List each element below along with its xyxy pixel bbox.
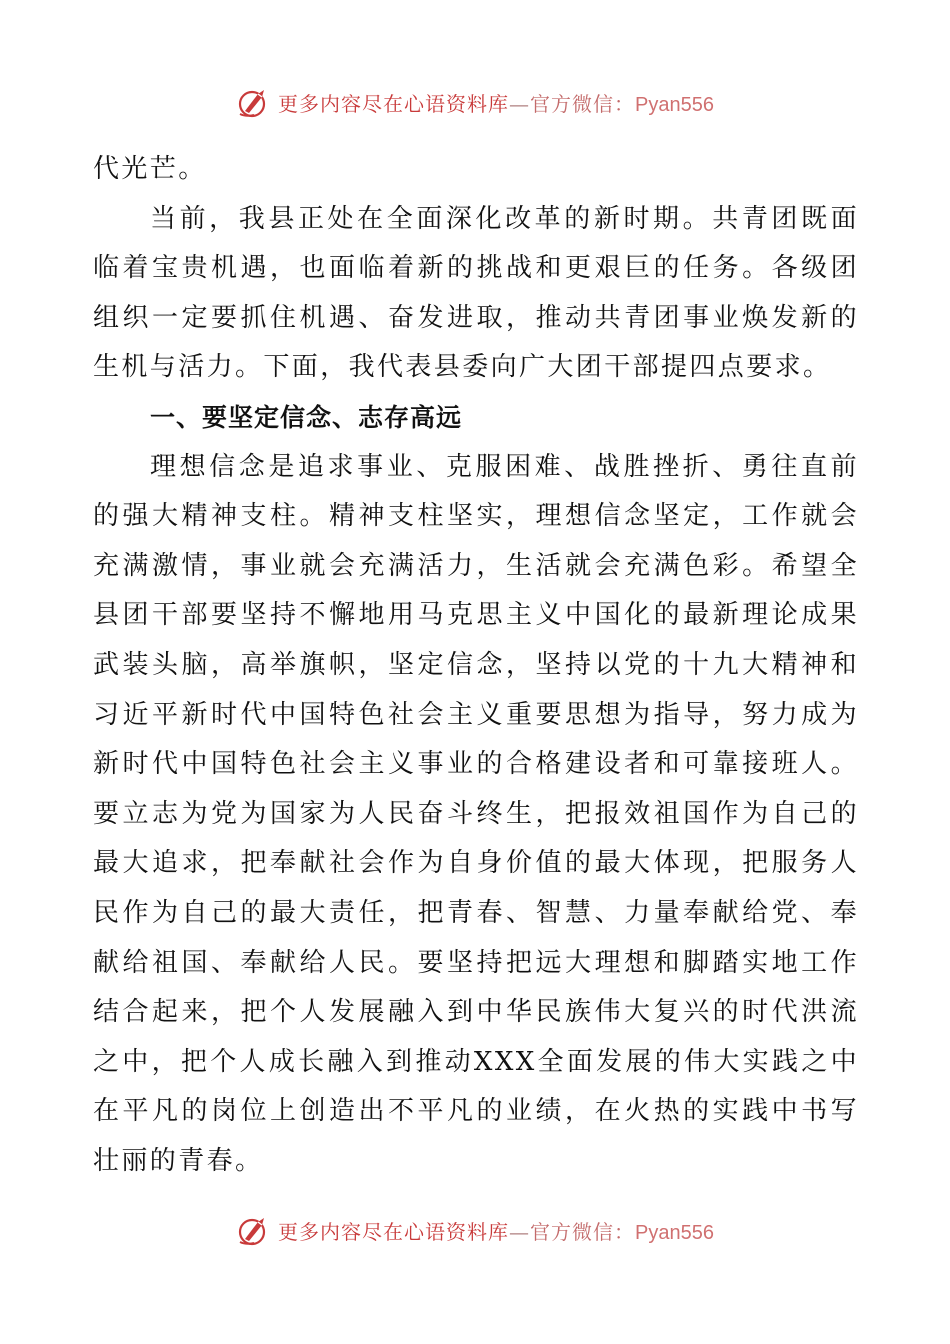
pen-nib-logo-icon (236, 1212, 272, 1248)
paragraph-section-1: 理想信念是追求事业、克服困难、战胜挫折、勇往直前的强大精神支柱。精神支柱坚实，理想信念坚定，工作就会充满激情，事业就会充满活力，生活就会充满色彩。希望全县团干部要坚持不懈地用马克思主义中国化的最新理论成果武装头脑，高举旗帜，坚定信念，坚持以党的十九大精神和习近平新时代中国特色社会主义重要思想为指导，努力成为新时代中国特色社会主义事业的合格建设者和可靠接班人。要立志为党为国家为人民奋斗终生，把报效祖国作为自己的最大追求，把奉献社会作为自身价值的最大体现，把服务人民作为自己的最大责任，把青春、智慧、力量奉献给党、奉献给祖国、奉献给人民。要坚持把远大理想和脚踏实地工作结合起来，把个人发展融入到中华民族伟大复兴的时代洪流之中，把个人成长融入到推动XXX全面发展的伟大实践之中在平凡的岗位上创造出不平凡的业绩，在火热的实践中书写壮丽的青春。 (93, 451, 859, 1176)
header-watermark (0, 82, 950, 122)
watermark-text: 更多内容尽在心语资料库—官方微信：Pyan556 (278, 1219, 714, 1244)
paragraph-continuation: 代光芒。 (93, 154, 207, 184)
paragraph-intro: 当前，我县正处在全面深化改革的新时期。共青团既面临着宝贵机遇，也面临着新的挑战和更艰巨的任务。各级团组织一定要抓住机遇、奋发进取，推动共青团事业焕发新的生机与活力。下面，我代表县委向广大团干部提四点要求。 (93, 203, 859, 383)
section-heading: 一、要坚定信念、志存高远 (150, 402, 463, 432)
document-body (93, 145, 859, 1186)
watermark-text: 更多内容尽在心语资料库—官方微信：Pyan556 (278, 91, 714, 116)
footer-watermark (0, 1210, 950, 1250)
pen-nib-logo-icon (236, 84, 272, 120)
